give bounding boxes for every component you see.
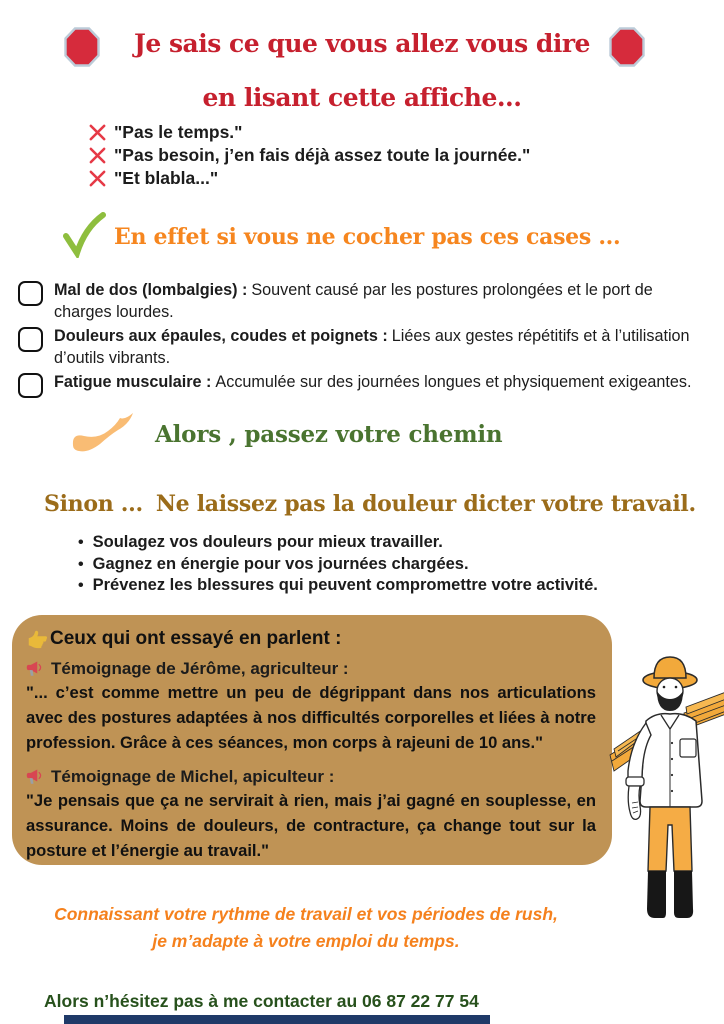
objection-text: "Et blabla..." [114, 168, 219, 188]
checkbox [18, 327, 43, 352]
symptom-checklist [18, 279, 712, 400]
sinon-prefix: Sinon ... [44, 491, 143, 517]
objection-list [88, 121, 530, 190]
testimonial-title: Témoignage de Jérôme, agriculteur : [51, 659, 349, 678]
testimonial-quote: "Je pensais que ça ne servirait à rien, mais j’ai gagné en souplesse, en assurance. Moins de douleurs, de contracture, ça change tout sur la posture et l’énergie au travail." [26, 791, 596, 860]
megaphone-icon [26, 768, 44, 786]
benefit-item [78, 554, 598, 576]
testimonial-title-row [26, 767, 596, 787]
skip-line: Alors , passez votre chemin [155, 421, 503, 448]
bullet-icon: • [78, 577, 84, 594]
availability-note-line2: je m’adapte à votre emploi du temps. [152, 931, 460, 951]
farmer-illustration [604, 653, 724, 933]
checklist-item [18, 325, 712, 369]
checklist-item [18, 371, 712, 398]
conditions-heading: En effet si vous ne cocher pas ces cases ... [114, 224, 621, 250]
objection-text: "Pas besoin, j’en fais déjà assez toute la journée." [114, 145, 531, 165]
checkbox [18, 281, 43, 306]
checkbox [18, 373, 43, 398]
testimonials-heading: Ceux qui ont essayé en parlent : [50, 628, 342, 649]
objection-text: "Pas le temps." [114, 122, 243, 142]
checklist-text [54, 325, 712, 369]
checklist-desc: Liées aux gestes répétitifs et à l’utilisation d’outils vibrants. [54, 327, 690, 367]
checklist-desc: Souvent causé par les postures prolongées et le port de charges lourdes. [54, 281, 653, 321]
checklist-label: Fatigue musculaire : [54, 373, 212, 391]
page-title-line2: en lisant cette affiche... [202, 83, 522, 112]
pointing-finger-icon [26, 628, 48, 650]
objection-item [88, 144, 530, 167]
benefit-text: Soulagez vos douleurs pour mieux travailler. [92, 533, 443, 551]
objection-item [88, 167, 530, 190]
testimonial-title-row [26, 659, 596, 679]
page-title-line1: Je sais ce que vous allez vous dire [134, 29, 590, 58]
objection-item [88, 121, 530, 144]
benefit-item [78, 575, 598, 597]
cross-icon [88, 169, 107, 188]
bullet-icon: • [78, 534, 84, 551]
checklist-text [54, 279, 712, 323]
arrow-swoosh-icon [70, 407, 138, 455]
availability-note-line1: Connaissant votre rythme de travail et vos périodes de rush, [54, 904, 558, 924]
testimonial-quote: "... c’est comme mettre un peu de dégrippant dans nos articulations avec des postures adaptées à nos difficultés corporelles et liées à notre profession. Grâce à ces séances, mon corps à rajeuni de 10 ans." [26, 683, 596, 752]
cross-icon [88, 123, 107, 142]
availability-note [16, 901, 596, 955]
benefit-text: Gagnez en énergie pour vos journées chargées. [92, 554, 469, 573]
sinon-text: Ne laissez pas la douleur dicter votre travail. [155, 491, 696, 517]
checklist-text [54, 371, 691, 398]
testimonials-heading-row [26, 628, 596, 650]
benefit-item [78, 532, 598, 554]
footer-bar [64, 1015, 490, 1024]
megaphone-icon [26, 660, 44, 678]
checklist-item [18, 279, 712, 323]
testimonials-box [12, 615, 612, 865]
cross-icon [88, 146, 107, 165]
testimonial-title: Témoignage de Michel, apiculteur : [51, 767, 335, 786]
benefit-list [78, 532, 598, 597]
contact-line: Alors n’hésitez pas à me contacter au 06 87 22 77 54 [44, 991, 479, 1011]
bullet-icon: • [78, 555, 84, 573]
checklist-desc: Accumulée sur des journées longues et physiquement exigeantes. [215, 373, 692, 391]
checklist-label: Douleurs aux épaules, coudes et poignets : [54, 327, 388, 345]
benefit-text: Prévenez les blessures qui peuvent compromettre votre activité. [92, 576, 598, 594]
sinon-heading [44, 491, 696, 517]
check-icon [60, 212, 106, 258]
checklist-label: Mal de dos (lombalgies) : [54, 281, 248, 299]
